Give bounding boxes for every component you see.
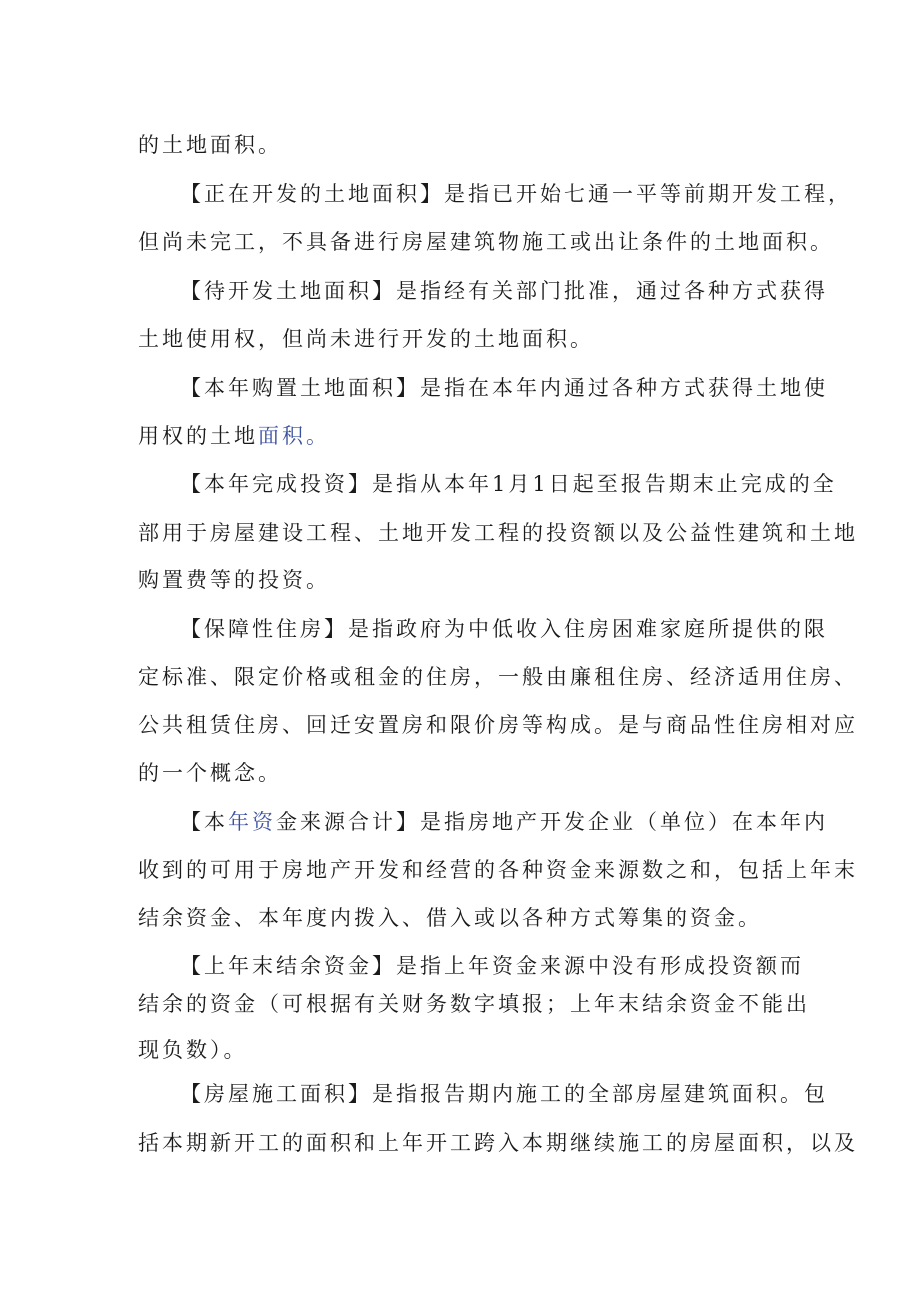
text-line: 【待开发土地面积】是指经有关部门批准，通过各种方式获得 — [180, 279, 828, 303]
text-line: 但尚未完工，不具备进行房屋建筑物施工或出让条件的土地面积。 — [138, 230, 834, 254]
text-line: 【本年购置土地面积】是指在本年内通过各种方式获得土地使 — [180, 376, 828, 400]
text-line: 结余的资金（可根据有关财务数字填报；上年末结余资金不能出 — [138, 992, 810, 1016]
text-segment: 金来源合计】是指房地产开发企业（单位）在本年内 — [276, 810, 828, 834]
text-line: 【本年完成投资】是指从本年1月1日起至报告期末止完成的全 — [180, 472, 837, 496]
text-segment: 面积。 — [258, 424, 330, 448]
text-line — [138, 422, 798, 450]
text-line: 购置费等的投资。 — [138, 568, 330, 592]
text-segment: 用权的土地 — [138, 424, 258, 448]
text-line: 【上年末结余资金】是指上年资金来源中没有形成投资额而 — [180, 954, 804, 978]
text-line: 【房屋施工面积】是指报告期内施工的全部房屋建筑面积。包 — [180, 1082, 828, 1106]
text-segment: 年资 — [228, 810, 276, 834]
text-line: 的一个概念。 — [138, 761, 282, 785]
text-line: 土地使用权，但尚未进行开发的土地面积。 — [138, 327, 594, 351]
text-line: 收到的可用于房地产开发和经营的各种资金来源数之和，包括上年末 — [138, 858, 858, 882]
text-line: 的土地面积。 — [138, 133, 282, 157]
text-line: 【正在开发的土地面积】是指已开始七通一平等前期开发工程， — [180, 182, 852, 206]
text-line: 结余资金、本年度内拨入、借入或以各种方式筹集的资金。 — [138, 906, 762, 930]
text-line — [180, 808, 840, 836]
text-line: 括本期新开工的面积和上年开工跨入本期继续施工的房屋面积，以及 — [138, 1131, 858, 1155]
text-line: 部用于房屋建设工程、土地开发工程的投资额以及公益性建筑和土地 — [138, 521, 858, 545]
text-line: 现负数）。 — [138, 1038, 248, 1062]
text-line: 【保障性住房】是指政府为中低收入住房困难家庭所提供的限 — [180, 617, 828, 641]
text-segment: 【本 — [180, 810, 228, 834]
text-line: 定标准、限定价格或租金的住房，一般由廉租住房、经济适用住房、 — [138, 665, 858, 689]
text-line: 公共租赁住房、回迁安置房和限价房等构成。是与商品性住房相对应 — [138, 713, 858, 737]
